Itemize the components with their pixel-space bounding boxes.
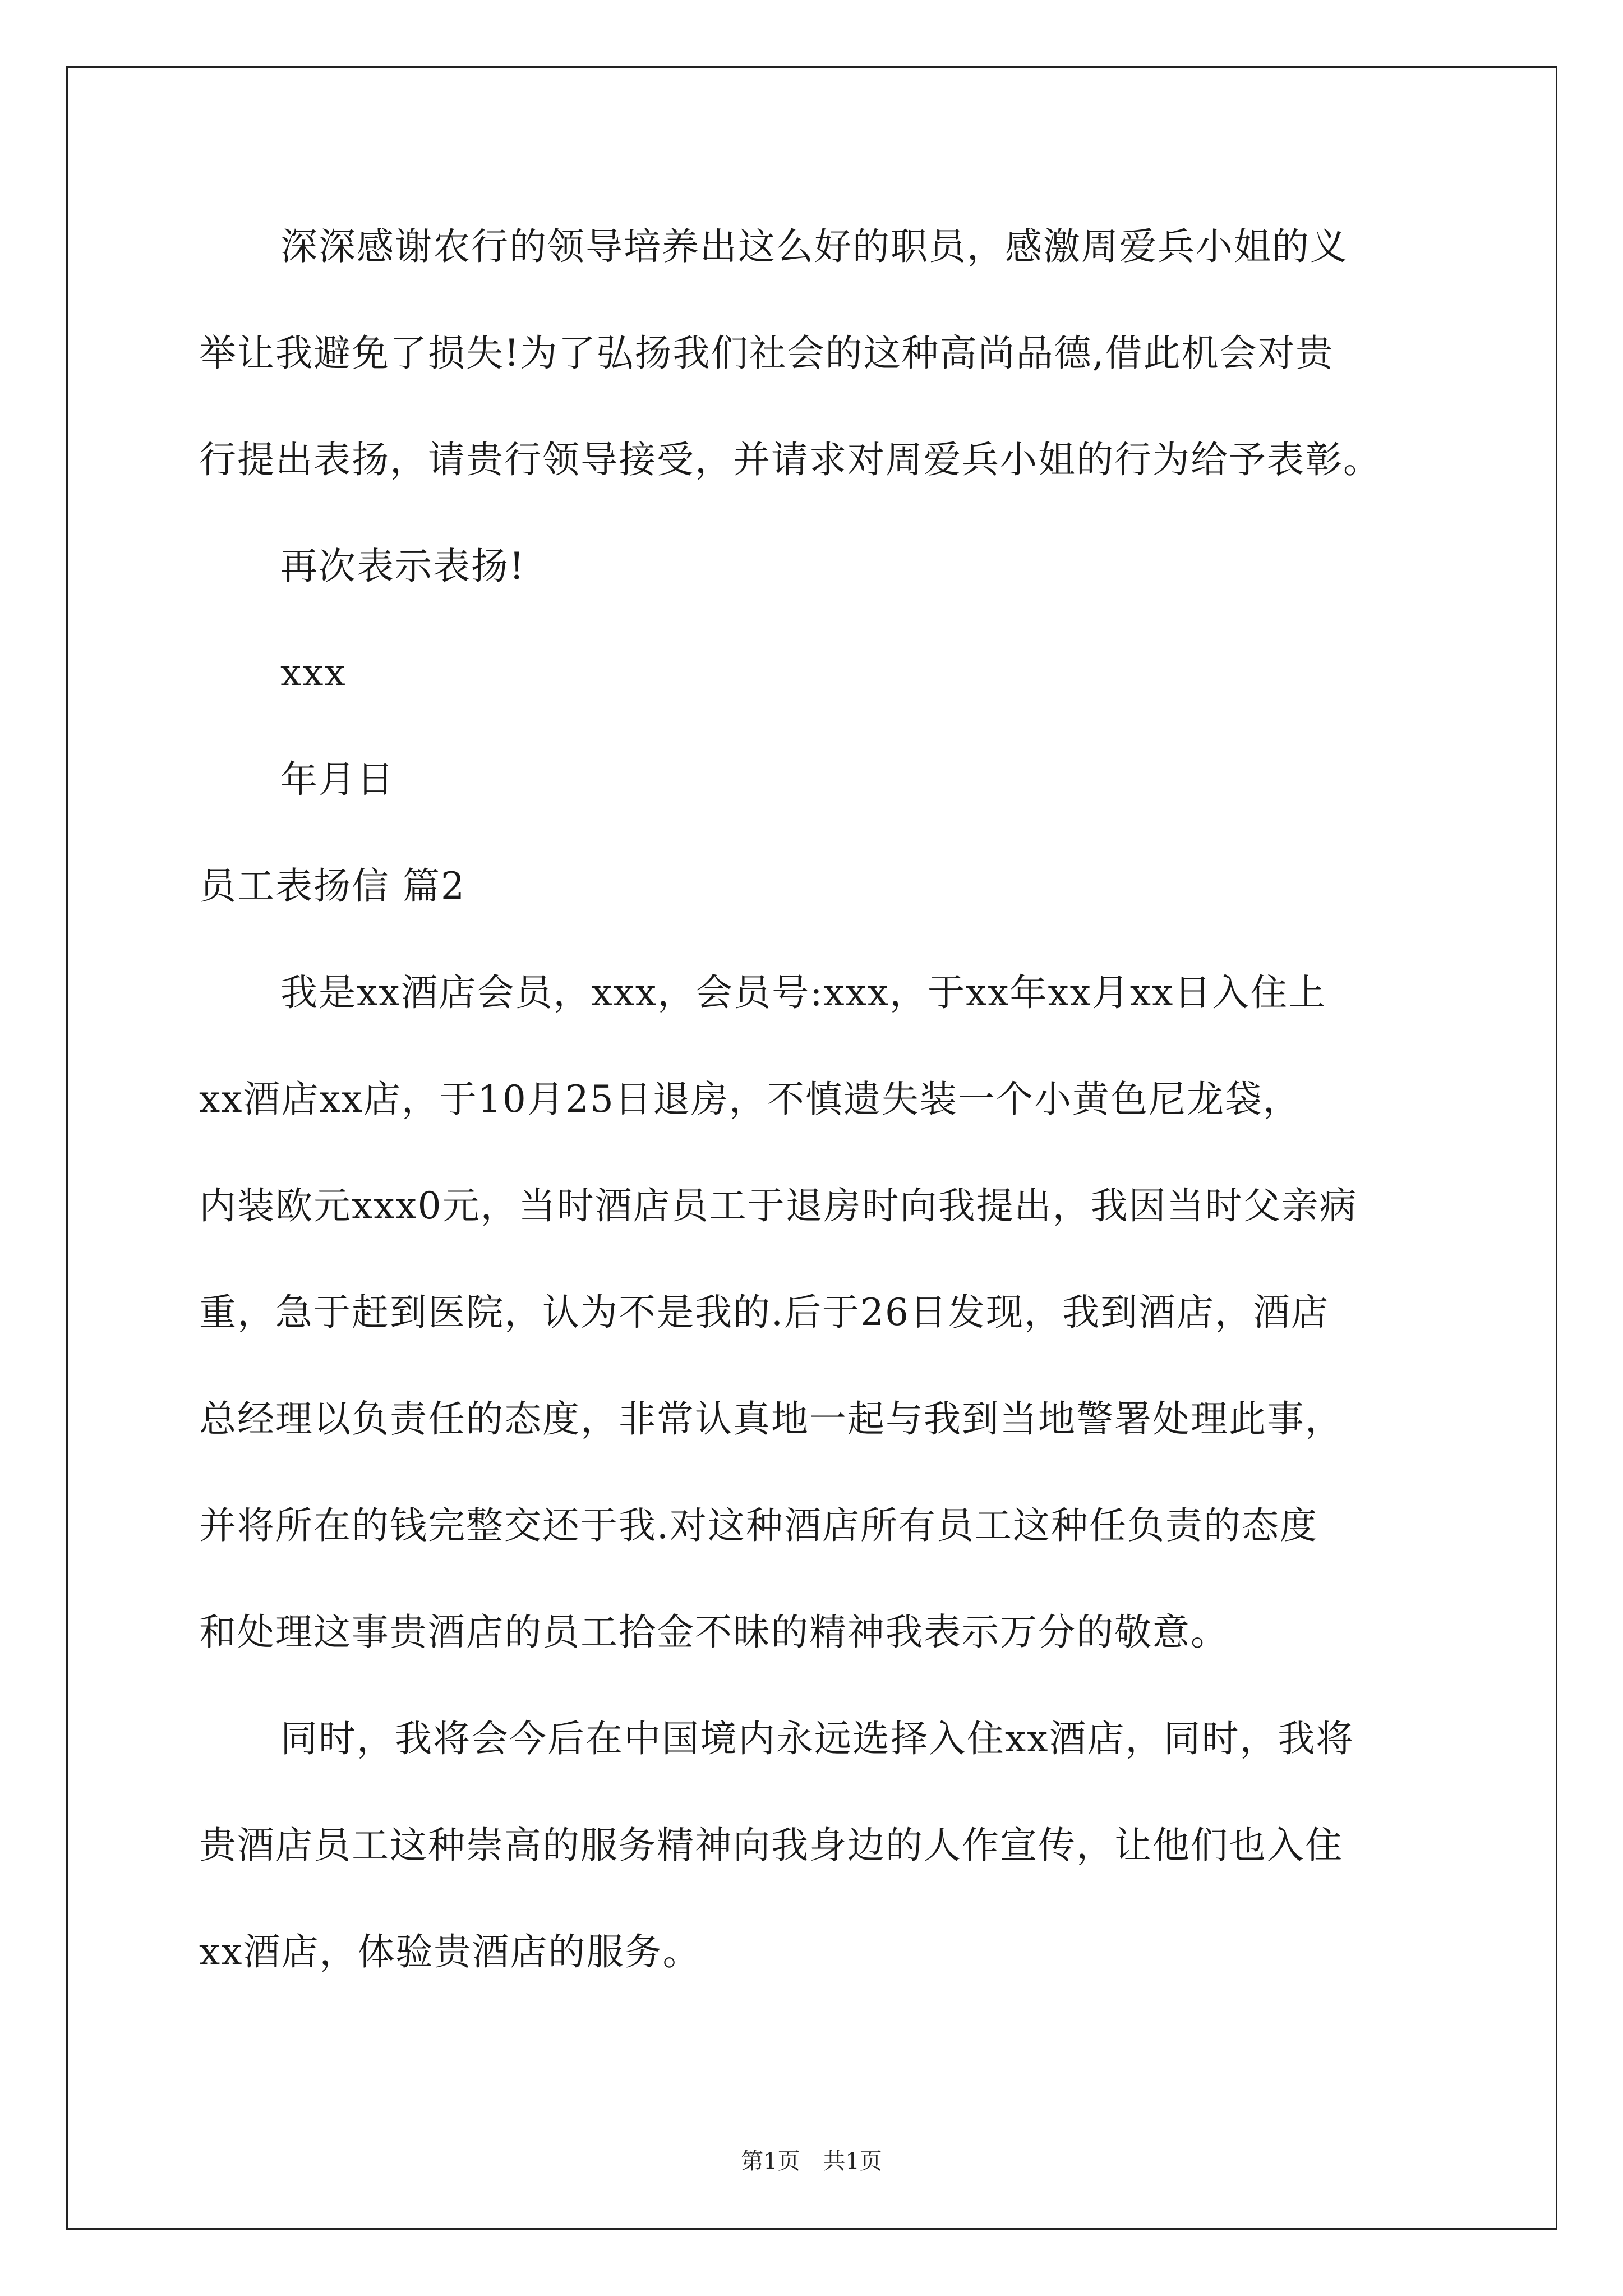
paragraph-line: 贵酒店员工这种崇高的服务精神向我身边的人作宣传，让他们也入住 xyxy=(199,1824,1343,1867)
section-heading: 员工表扬信 篇2 xyxy=(199,864,465,908)
paragraph-line: 重，急于赶到医院，认为不是我的.后于26日发现，我到酒店，酒店 xyxy=(199,1291,1329,1334)
page-frame xyxy=(66,66,1557,2230)
paragraph-line: 并将所在的钱完整交还于我.对这种酒店所有员工这种任负责的态度 xyxy=(199,1504,1318,1547)
page-number: 第1页 xyxy=(741,2148,800,2174)
paragraph-line: 我是xx酒店会员，xxx，会员号:xxx，于xx年xx月xx日入住上 xyxy=(280,971,1327,1014)
page-footer xyxy=(0,2147,1623,2175)
signature-line: xxx xyxy=(280,651,347,694)
page-count: 共1页 xyxy=(823,2148,882,2174)
paragraph-line: 内装欧元xxx0元，当时酒店员工于退房时向我提出，我因当时父亲病 xyxy=(199,1184,1358,1227)
paragraph-line: 总经理以负责任的态度，非常认真地一起与我到当地警署处理此事， xyxy=(199,1397,1343,1441)
paragraph-line: 行提出表扬，请贵行领导接受，并请求对周爱兵小姐的行为给予表彰。 xyxy=(199,438,1381,481)
paragraph-line: 再次表示表扬! xyxy=(280,545,525,588)
paragraph-line: 和处理这事贵酒店的员工拾金不昧的精神我表示万分的敬意。 xyxy=(199,1611,1229,1654)
date-line: 年月日 xyxy=(280,758,395,801)
paragraph-line: 深深感谢农行的领导培养出这么好的职员，感激周爱兵小姐的义 xyxy=(280,225,1348,268)
paragraph-line: xx酒店，体验贵酒店的服务。 xyxy=(199,1930,701,1973)
paragraph-line: xx酒店xx店，于10月25日退房，不慎遗失装一个小黄色尼龙袋， xyxy=(199,1078,1301,1121)
paragraph-line: 同时，我将会今后在中国境内永远选择入住xx酒店，同时，我将 xyxy=(280,1717,1354,1760)
paragraph-line: 举让我避免了损失!为了弘扬我们社会的这种高尚品德,借此机会对贵 xyxy=(199,332,1334,375)
